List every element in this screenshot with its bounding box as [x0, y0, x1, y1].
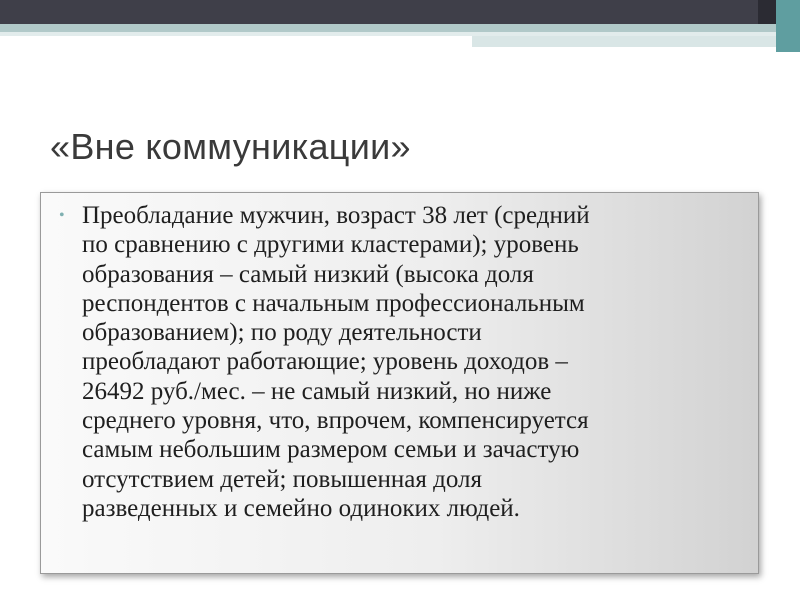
body-line: Преобладание мужчин, возраст 38 лет (средний [82, 202, 590, 229]
body-line: 26492 руб./мес. – не самый низкий, но ниже [82, 377, 552, 405]
header-stripe [0, 24, 800, 32]
body-line: среднего уровня, что, впрочем, компенсируется [82, 407, 589, 435]
body-line: респондентов с начальным профессиональным [82, 289, 585, 317]
body-line: образования – самый низкий (высока доля [82, 260, 534, 288]
body-line: отсутствием детей; повышенная доля [82, 465, 482, 493]
bullet-icon: • [59, 207, 65, 224]
body-line: образованием); по роду деятельности [82, 319, 482, 347]
corner-accent-teal [776, 0, 800, 52]
body-text [82, 201, 750, 523]
header-bar [0, 0, 800, 24]
slide-title: «Вне коммуникации» [50, 126, 411, 167]
body-line: разведенных и семейно одиноких людей. [82, 494, 520, 522]
header-stripe-right [472, 36, 800, 47]
corner-accent-dark [758, 0, 776, 24]
content-box [40, 192, 759, 574]
body-line: самым небольшим размером семьи и зачастую [82, 436, 580, 464]
body-line: по сравнению с другими кластерами); уровень [82, 231, 579, 259]
body-line: преобладают работающие; уровень доходов – [82, 348, 568, 376]
